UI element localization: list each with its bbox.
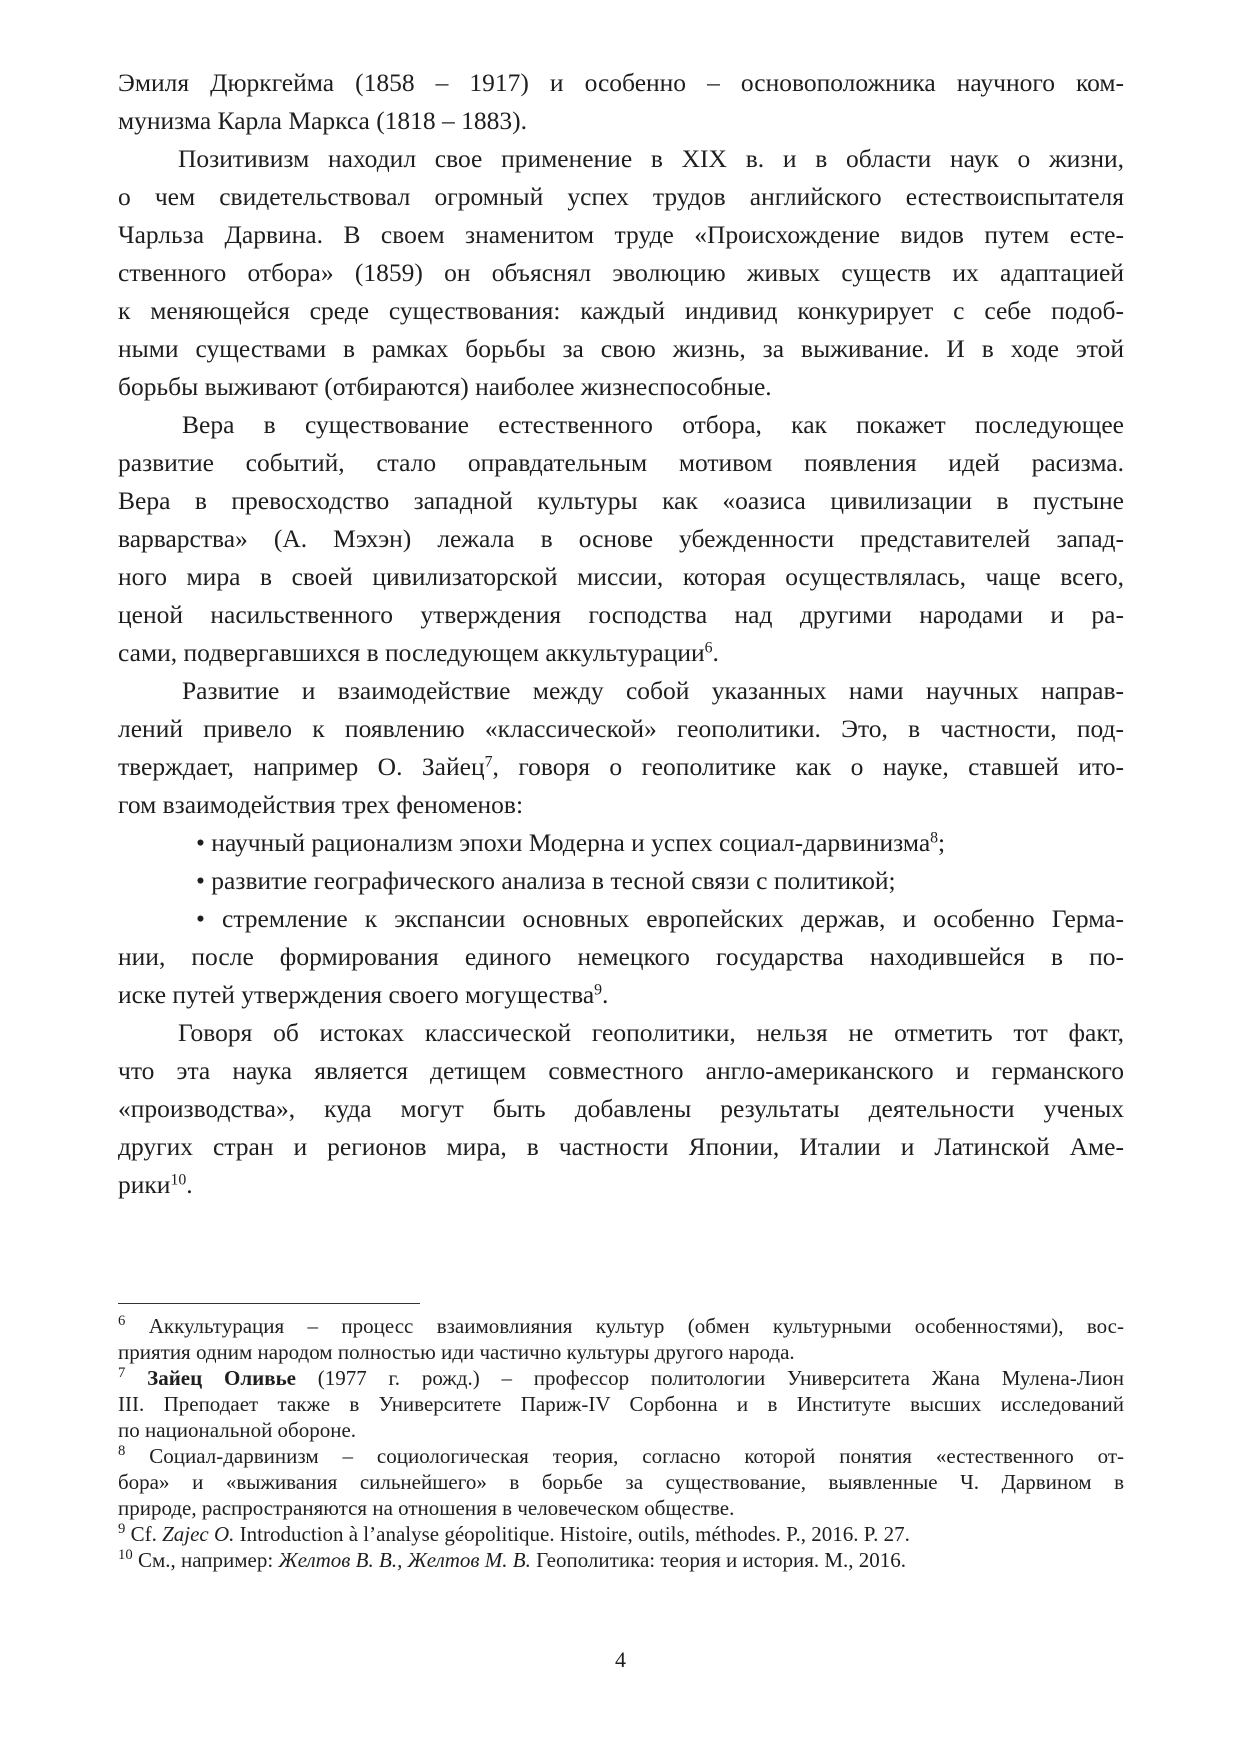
footnote-line: по национальной обороне.: [118, 1418, 357, 1442]
footnote-6: [118, 1313, 1124, 1339]
body-line: [118, 634, 1124, 672]
body-line: ного мира в своей цивилизаторской миссии, которая осуществлялась, чаще всего,: [118, 562, 1124, 591]
footnote-number: 10: [118, 1546, 133, 1563]
footnote-text: Cf.: [130, 1522, 163, 1546]
footnote-text: См., например:: [137, 1548, 279, 1572]
body-line-text: тверждает, например О. Зайец: [118, 752, 485, 781]
bullet-item: • стремление к экспансии основных европейских держав, и особенно Герма-: [196, 904, 1124, 933]
body-line-text: , говоря о геополитике как о науке, ставшей ито-: [492, 752, 1124, 781]
body-line: ственного отбора» (1859) он объяснял эволюцию живых существ их адаптацией: [118, 258, 1124, 287]
body-line: [118, 748, 1124, 786]
footnote-text: Аккультурация – процесс взаимовлияния культур (обмен культурными особенностями), вос-: [148, 1314, 1124, 1338]
body-line: о чем свидетельствовал огромный успех трудов английского естествоиспытателя: [118, 182, 1124, 211]
body-line: развитие событий, стало оправдательным мотивом появления идей расизма.: [118, 448, 1124, 477]
footnote-ref-8[interactable]: 8: [930, 829, 939, 847]
footnote-text: Геополитика: теория и история. М., 2016.: [530, 1548, 907, 1572]
footnote-separator: [118, 1303, 420, 1304]
footnote-ref-10[interactable]: 10: [170, 1171, 187, 1189]
body-line: Эмиля Дюркгейма (1858 – 1917) и особенно – основоположника научного ком-: [118, 68, 1124, 97]
footnote-line: приятия одним народом полностью иди частично культуры другого народа.: [118, 1340, 795, 1364]
footnote-number: 7: [118, 1364, 126, 1381]
body-line: Вера в превосходство западной культуры как «оазиса цивилизации в пустыне: [118, 486, 1124, 515]
body-line: борьбы выживают (отбираются) наиболее жизнеспособные.: [118, 372, 772, 401]
footnote-number: 8: [118, 1442, 126, 1459]
body-line: [118, 1166, 1124, 1204]
body-line: [118, 976, 1124, 1014]
body-line: Чарльза Дарвина. В своем знаменитом труде «Происхождение видов путем есте-: [118, 220, 1124, 249]
punctuation: .: [602, 980, 609, 1009]
bullet-item: [196, 824, 1124, 862]
body-line: лений привело к появлению «классической» геополитики. Это, в частности, под-: [118, 714, 1124, 743]
punctuation: ;: [938, 828, 946, 857]
body-line: ными существами в рамках борьбы за свою жизнь, за выживание. И в ходе этой: [118, 334, 1124, 363]
footnote-author: Zajec O.: [162, 1522, 235, 1546]
body-line: мунизма Карла Маркса (1818 – 1883).: [118, 106, 528, 135]
body-line: Развитие и взаимодействие между собой указанных нами научных направ-: [182, 676, 1124, 705]
body-line: других стран и регионов мира, в частности Японии, Италии и Латинской Аме-: [118, 1132, 1124, 1161]
footnote-9: [118, 1521, 1124, 1547]
footnote-10: [118, 1547, 1124, 1573]
footnote-ref-7[interactable]: 7: [484, 753, 493, 771]
footnote-line: природе, распространяются на отношения в человеческом обществе.: [118, 1496, 735, 1520]
footnote-8: [118, 1443, 1124, 1469]
footnote-line: бора» и «выживания сильнейшего» в борьбе за существование, выявленные Ч. Дарвином в: [118, 1470, 1124, 1494]
page-number: 4: [615, 1647, 626, 1672]
body-line: Говоря об истоках классической геополитики, нельзя не отметить тот факт,: [178, 1018, 1124, 1047]
footnote-number: 9: [118, 1520, 126, 1537]
body-line: гом взаимодействия трех феноменов:: [118, 790, 524, 819]
punctuation: .: [186, 1170, 193, 1199]
body-line: что эта наука является детищем совместного англо-американского и германского: [118, 1056, 1124, 1085]
body-line: нии, после формирования единого немецкого государства находившейся в по-: [118, 942, 1124, 971]
body-line: «производства», куда могут быть добавлены результаты деятельности ученых: [118, 1094, 1124, 1123]
body-line: варварства» (А. Мэхэн) лежала в основе убежденности представителей запад-: [118, 524, 1124, 553]
footnote-author-name: Зайец Оливье: [147, 1366, 296, 1390]
body-line: ценой насильственного утверждения господства над другими народами и ра-: [118, 600, 1124, 629]
footnote-number: 6: [118, 1312, 126, 1329]
footnote-author: Желтов В. В., Желтов М. В.: [278, 1548, 531, 1572]
footnote-text: Introduction à l’analyse géopolitique. Histoire, outils, méthodes. P., 2016. P. 27.: [234, 1522, 910, 1546]
body-line: Позитивизм находил свое применение в XIX в. и в области наук о жизни,: [178, 144, 1124, 173]
footnote-line: III. Преподает также в Университете Париж-IV Сорбонна и в Институте высших исследований: [118, 1392, 1124, 1416]
body-line-text: рики: [118, 1170, 171, 1199]
footnote-text: Социал-дарвинизм – социологическая теория, согласно которой понятия «естественного от-: [149, 1444, 1124, 1468]
footnote-ref-6[interactable]: 6: [704, 639, 713, 657]
footnote-7: [118, 1365, 1124, 1391]
body-line-text: сами, подвергавшихся в последующем аккультурации: [118, 638, 705, 667]
body-line-text: иске путей утверждения своего могущества: [118, 980, 595, 1009]
body-line: к меняющейся среде существования: каждый индивид конкурирует с себе подоб-: [118, 296, 1124, 325]
body-line: Вера в существование естественного отбора, как покажет последующее: [182, 410, 1124, 439]
bullet-item: • развитие географического анализа в тесной связи с политикой;: [196, 866, 896, 895]
punctuation: .: [712, 638, 719, 667]
footnote-text: (1977 г. рожд.) – профессор политологии Университета Жана Мулена-Лион: [296, 1366, 1125, 1390]
footnote-ref-9[interactable]: 9: [594, 981, 603, 999]
body-line-text: • научный рационализм эпохи Модерна и успех социал-дарвинизма: [196, 828, 931, 857]
